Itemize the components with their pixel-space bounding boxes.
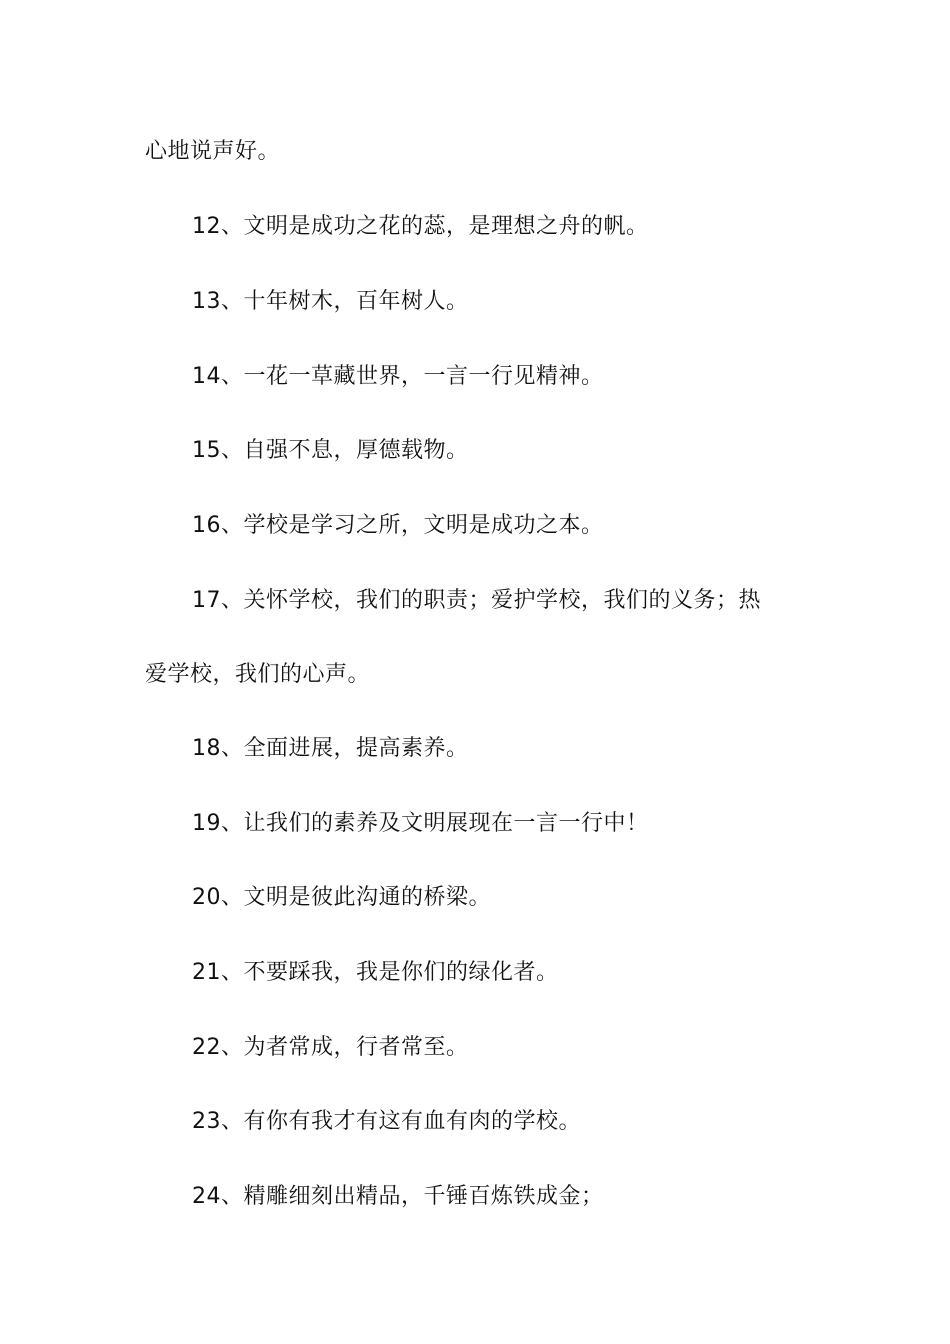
slogan-14: 14、一花一草藏世界，一言一行见精神。 (192, 364, 604, 389)
slogan-17: 17、关怀学校，我们的职责；爱护学校，我们的义务；热 (192, 588, 761, 613)
slogan-18: 18、全面进展，提高素养。 (192, 736, 469, 761)
slogan-24: 24、精雕细刻出精品，千锤百炼铁成金； (192, 1184, 604, 1209)
slogan-19: 19、让我们的素养及文明展现在一言一行中！ (192, 811, 649, 836)
slogan-13: 13、十年树木，百年树人。 (192, 289, 469, 314)
slogan-12: 12、文明是成功之花的蕊，是理想之舟的帆。 (192, 214, 649, 239)
slogan-20: 20、文明是彼此沟通的桥梁。 (192, 885, 491, 910)
slogan-21: 21、不要踩我，我是你们的绿化者。 (192, 960, 559, 985)
slogan-17-continuation: 爱学校，我们的心声。 (145, 662, 371, 687)
slogan-23: 23、有你有我才有这有血有肉的学校。 (192, 1109, 581, 1134)
slogan-22: 22、为者常成，行者常至。 (192, 1035, 469, 1060)
slogan-16: 16、学校是学习之所，文明是成功之本。 (192, 513, 604, 538)
text-line-continuation: 心地说声好。 (145, 139, 281, 164)
slogan-15: 15、自强不息，厚德载物。 (192, 438, 469, 463)
